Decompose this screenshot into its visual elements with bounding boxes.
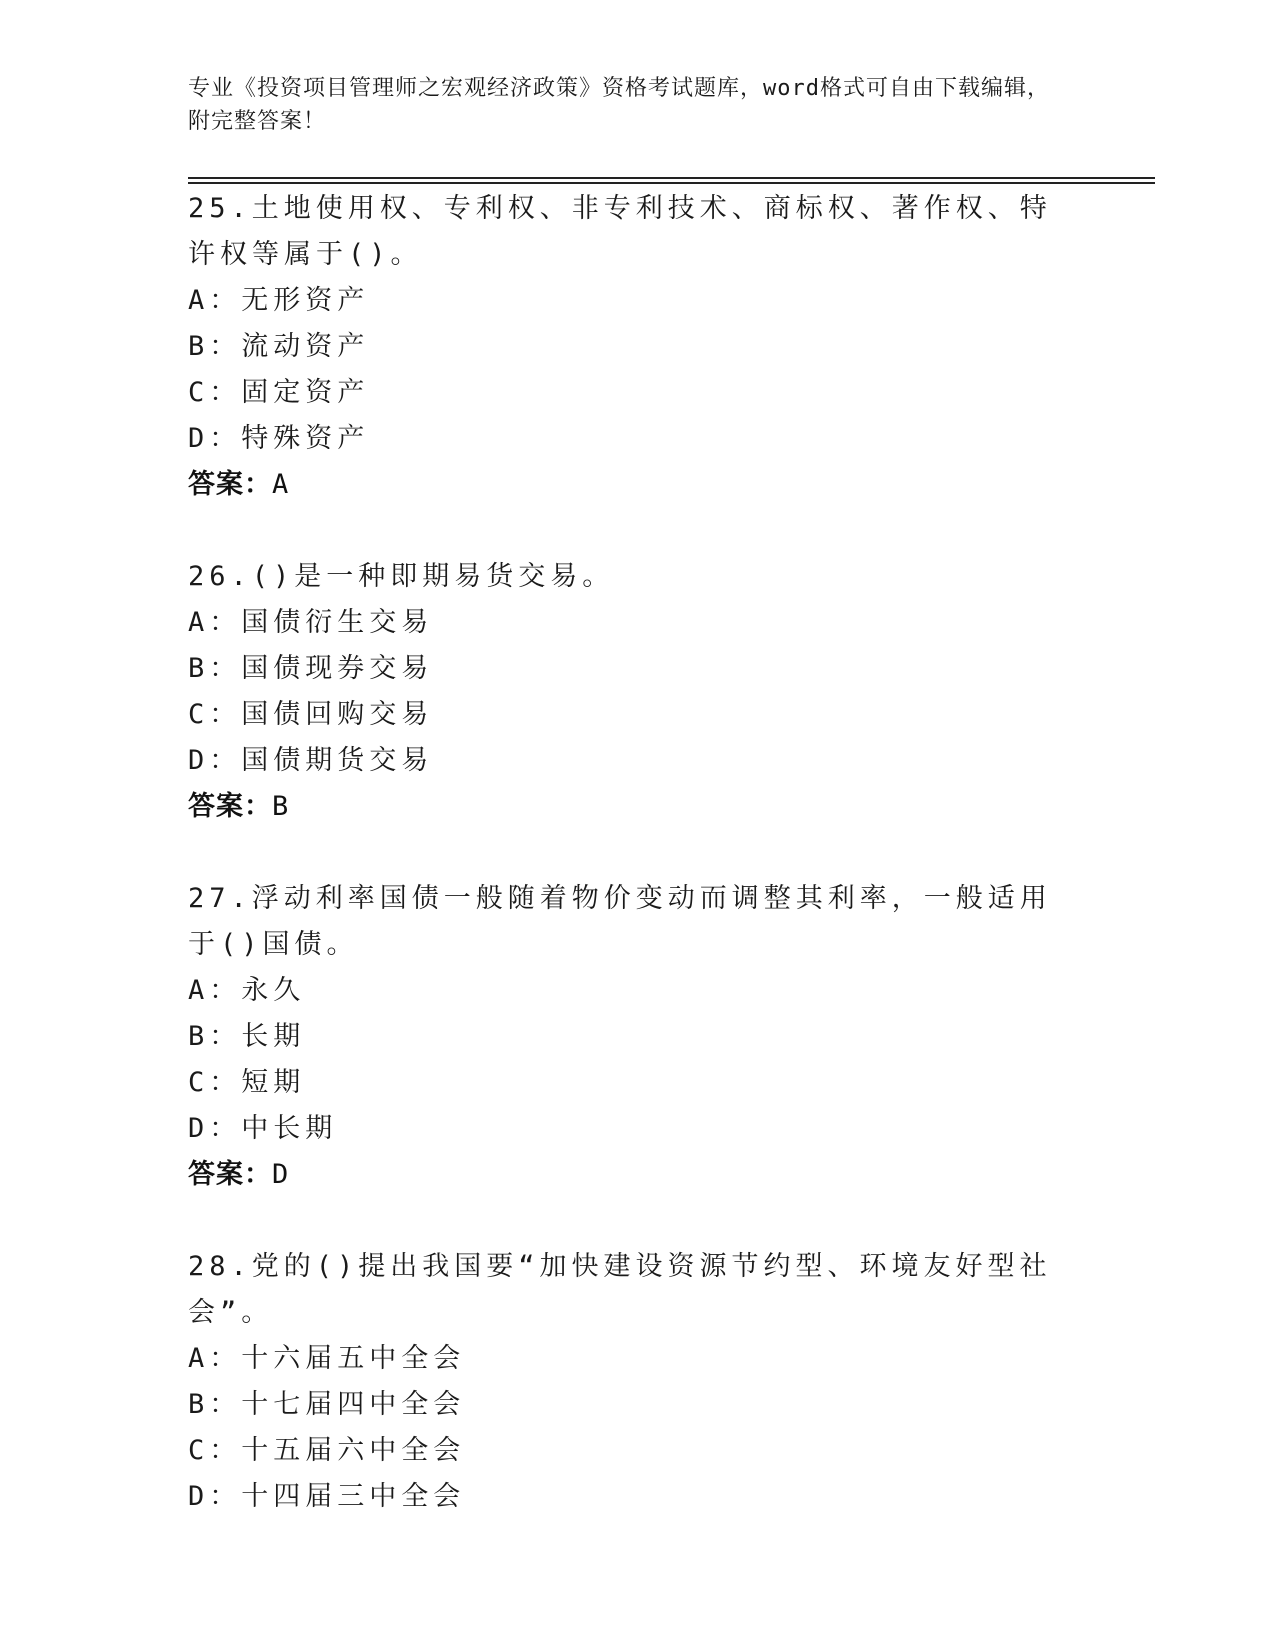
document-header: 专业《投资项目管理师之宏观经济政策》资格考试题库，word格式可自由下载编辑，附完整答案！	[188, 76, 1050, 134]
option-a: A：十六届五中全会	[188, 1343, 466, 1374]
question-28	[188, 1244, 1088, 1520]
question-stem: 26.()是一种即期易货交易。	[188, 561, 615, 592]
option-b: B：国债现券交易	[188, 653, 434, 684]
option-d: D：十四届三中全会	[188, 1481, 466, 1512]
option-d: D：中长期	[188, 1113, 338, 1144]
option-b: B：十七届四中全会	[188, 1389, 466, 1420]
option-d: D：国债期货交易	[188, 745, 434, 776]
option-a: A：永久	[188, 975, 306, 1006]
answer-line	[188, 462, 1088, 508]
option-c: C：短期	[188, 1067, 306, 1098]
answer-line	[188, 784, 1088, 830]
option-d: D：特殊资产	[188, 423, 370, 454]
option-c: C：国债回购交易	[188, 699, 434, 730]
option-b: B：流动资产	[188, 331, 370, 362]
question-26	[188, 554, 1088, 830]
question-list	[188, 186, 1088, 1520]
option-c: C：固定资产	[188, 377, 370, 408]
question-stem: 28.党的()提出我国要“加快建设资源节约型、环境友好型社会”。	[188, 1251, 1052, 1328]
answer-value: D	[272, 1159, 290, 1190]
answer-line	[188, 1152, 1088, 1198]
question-stem: 25.土地使用权、专利权、非专利技术、商标权、著作权、特许权等属于()。	[188, 193, 1052, 270]
question-27	[188, 876, 1088, 1198]
answer-label: 答案：	[188, 469, 272, 500]
option-b: B：长期	[188, 1021, 306, 1052]
answer-label: 答案：	[188, 791, 272, 822]
option-a: A：无形资产	[188, 285, 370, 316]
answer-value: B	[272, 791, 290, 822]
answer-label: 答案：	[188, 1159, 272, 1190]
answer-value: A	[272, 469, 290, 500]
option-a: A：国债衍生交易	[188, 607, 434, 638]
option-c: C：十五届六中全会	[188, 1435, 466, 1466]
question-25	[188, 186, 1088, 508]
header-divider-top	[188, 177, 1155, 179]
question-stem: 27.浮动利率国债一般随着物价变动而调整其利率，一般适用于()国债。	[188, 883, 1052, 960]
header-divider-bottom	[188, 182, 1155, 184]
